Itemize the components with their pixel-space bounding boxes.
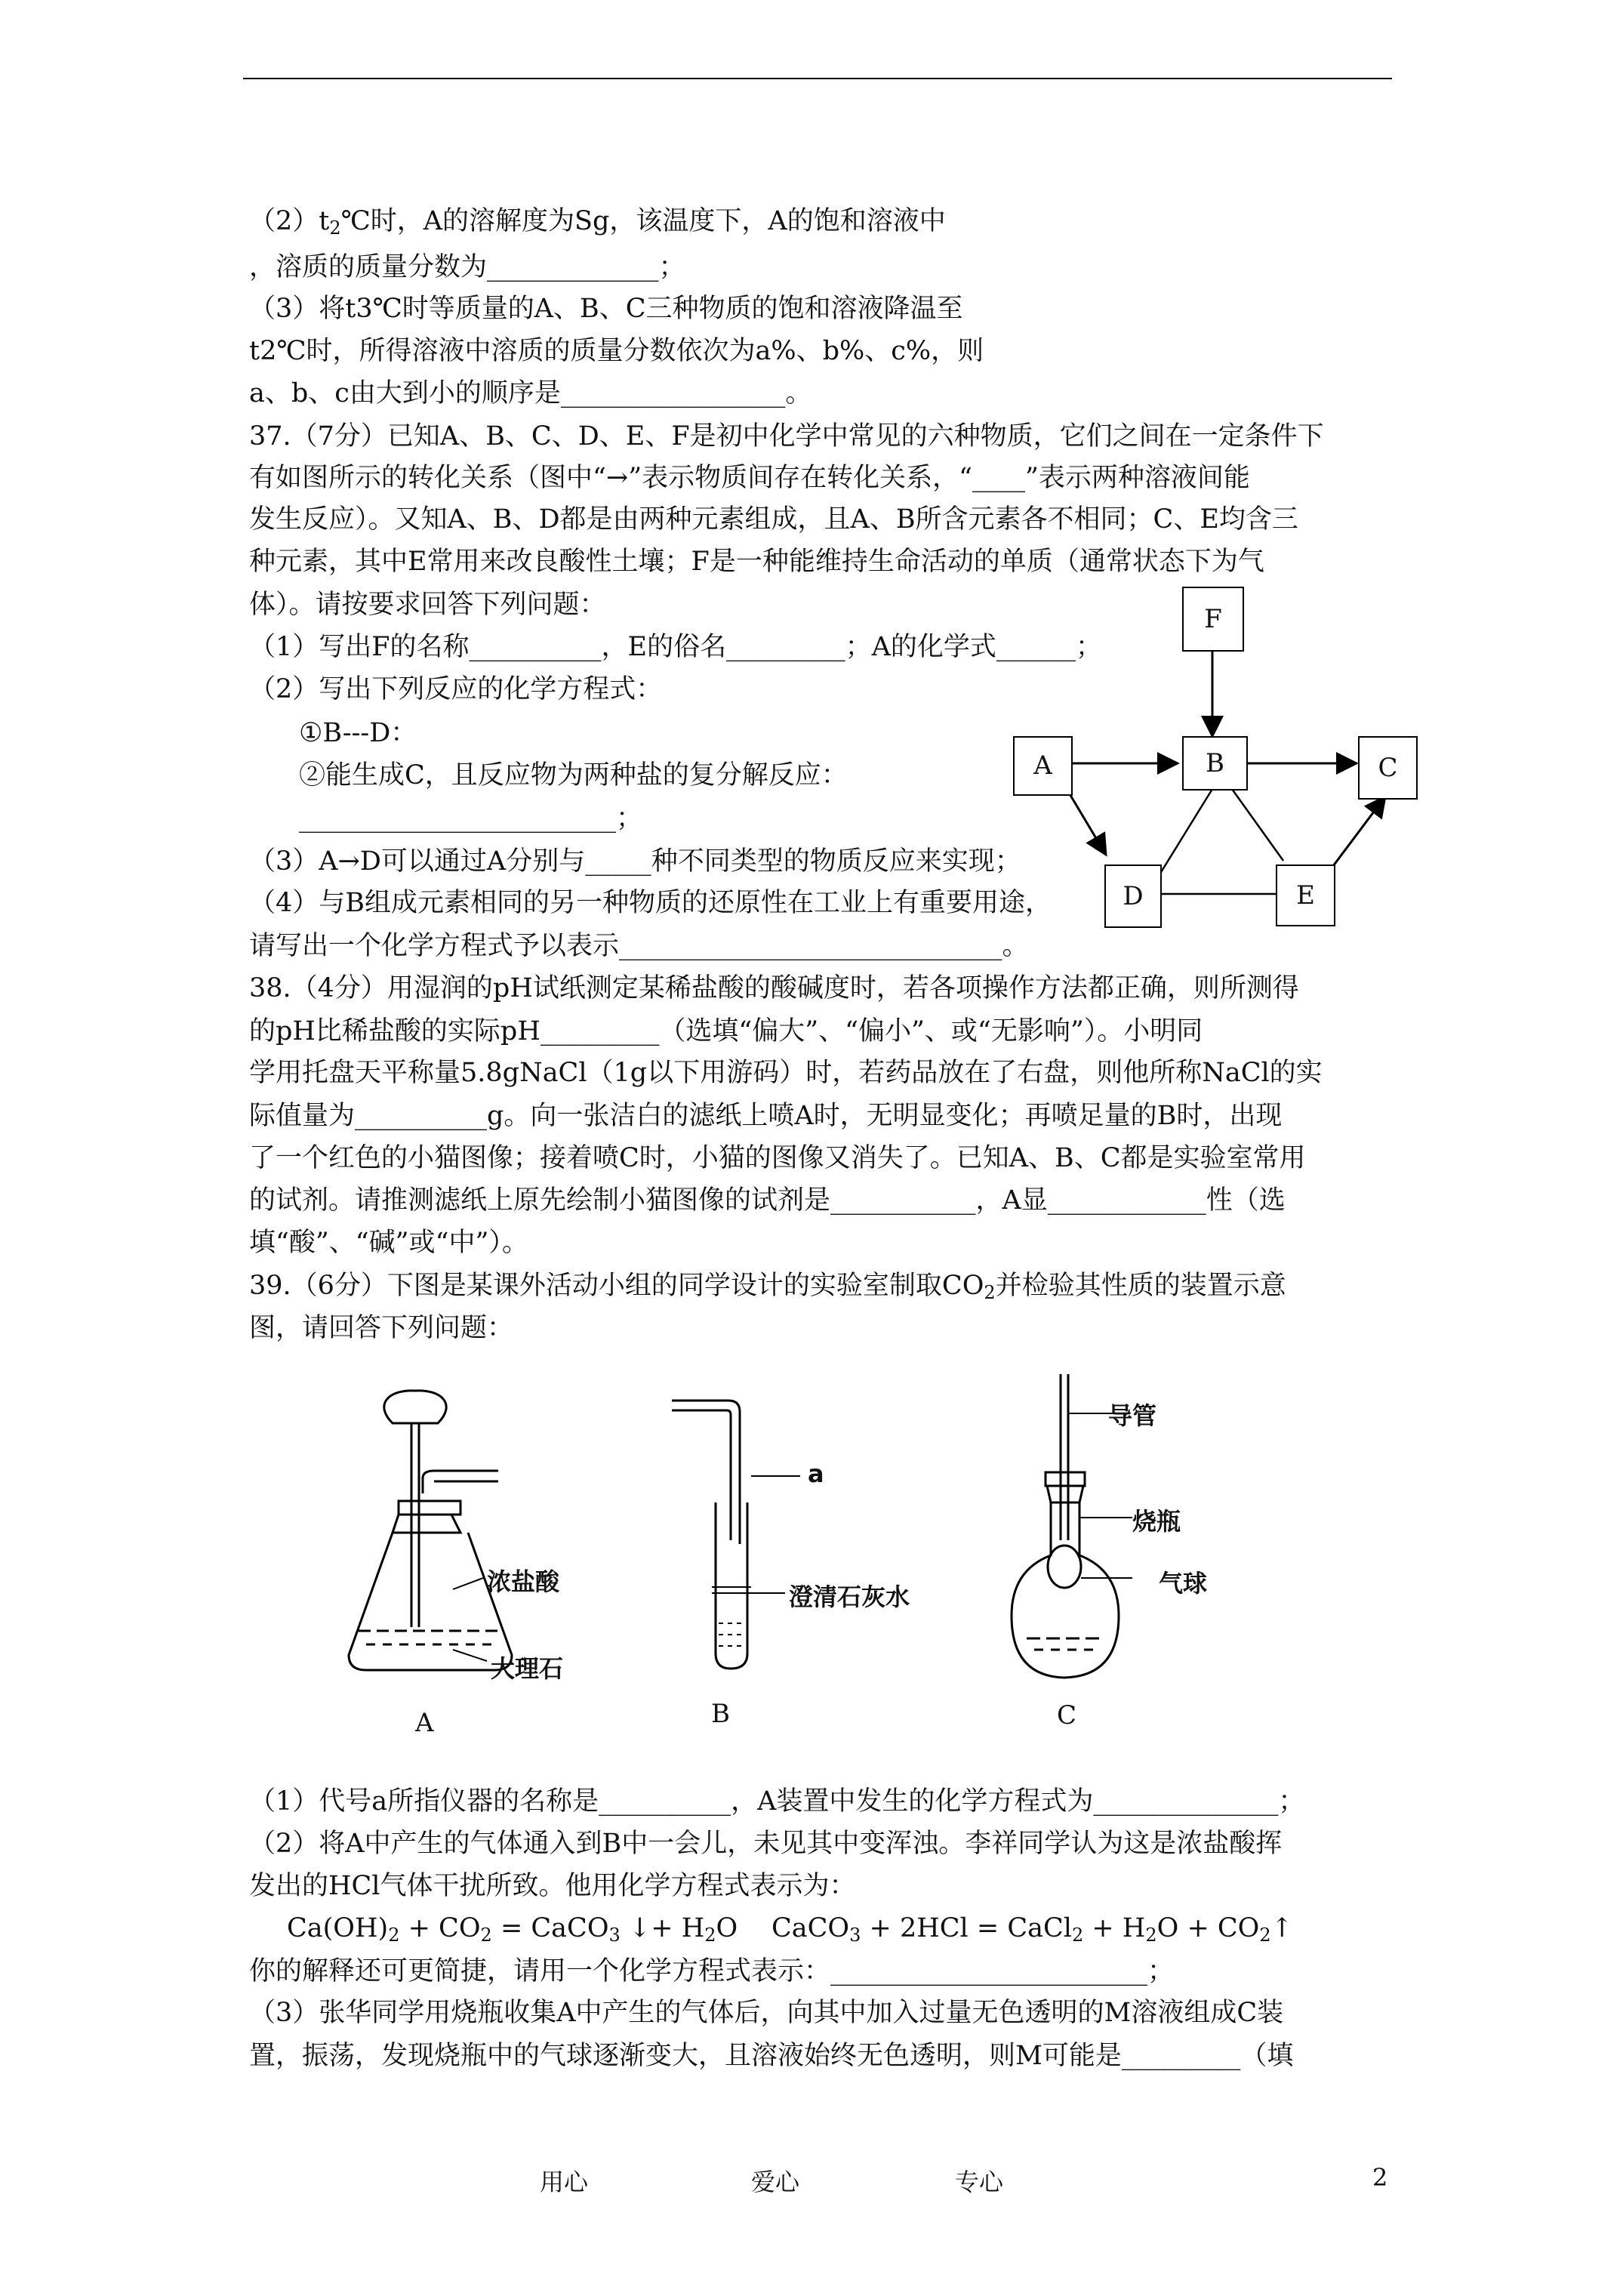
q39-sub-2-explain: 你的解释还可更简捷，请用一个化学方程式表示：________________________； [249,1956,1175,1986]
label-balloon: 气球 [1159,1569,1208,1598]
q38-line-3: 学用托盘天平称量5.8gNaCl（1g以下用游码）时，若药品放在了右盘，则他所称NaCl的实 [249,1058,1323,1088]
footer-text-1: 用心 [540,2168,589,2196]
node-C: C [1358,736,1418,800]
q39-sub-3: （3）张华同学用烧瓶收集A中产生的气体后，向其中加入过量无色透明的M溶液组成C装 [249,1998,1284,2028]
caption-C: C [1057,1700,1077,1730]
q37-sub-4: （4）与B组成元素相同的另一种物质的还原性在工业上有重要用途， [249,888,1052,918]
footer-text-3: 专心 [955,2168,1004,2196]
caption-B: B [711,1699,730,1729]
q37-sub-2-blank: ________________________； [299,803,643,834]
q37-line-4: 种元素，其中E常用来改良酸性土壤；F是一种能维持生命活动的单质（通常状态下为气 [249,547,1264,577]
footer-text-2: 爱心 [751,2168,800,2196]
q37-line-3: 发生反应）。又知A、B、D都是由两种元素组成，且A、B所含元素各不相同；C、E均含三 [249,504,1298,535]
q36-line-2: $(2)t_2℃$时，A的溶解度为Sg，该温度下，A的饱和溶液中 [249,206,946,239]
q39-sub-2: （2）将A中产生的气体通入到B中一会儿，未见其中变浑浊。李祥同学认为这是浓盐酸挥 [249,1829,1283,1859]
q37-sub-2-a: ①B---D： [299,718,417,748]
q37-sub-2: （2）写出下列反应的化学方程式： [249,674,663,704]
q39-line-2: 图，请回答下列问题： [249,1313,514,1343]
node-F: F [1182,587,1244,652]
q37-sub-2-b: ②能生成C，且反应物为两种盐的复分解反应： [299,760,848,791]
q39-sub-2-cont: 发出的HCl气体干扰所致。他用化学方程式表示为： [249,1871,856,1901]
label-limewater: 澄清石灰水 [789,1583,910,1611]
q39-line-1: 39.（6分）下图是某课外活动小组的同学设计的实验室制取$CO_2$并检验其性质的装置示意 [249,1271,1286,1303]
label-flask: 烧瓶 [1132,1507,1181,1536]
label-tube: 导管 [1108,1401,1157,1430]
node-E: E [1276,864,1335,926]
node-B: B [1182,736,1248,791]
equation-1: $Ca(OH)_2 + CO_2$ = CaCO$_3$ ↓+ $H_2O$ [287,1913,738,1946]
equation-2: CaCO$_3$ + 2HCl = CaCl$_2$ + $H_2O$ + $CO_2↑$ [771,1913,1293,1946]
q36-line-5: t2℃时，所得溶液中溶质的质量分数依次为a%、b%、c%，则 [249,336,984,366]
caption-A: A [415,1708,434,1738]
q38-line-2: 的pH比稀盐酸的实际pH_________（选填“偏大”、“偏小”、或“无影响”）。小明同 [249,1016,1203,1046]
node-A: A [1013,736,1073,796]
q36-line-4: （3）将t3℃时等质量的A、B、C三种物质的饱和溶液降温至 [249,294,963,324]
q38-line-6: 的试剂。请推测滤纸上原先绘制小猫图像的试剂是___________，A显____________性（选 [249,1185,1286,1216]
q38-line-5: 了一个红色的小猫图像；接着喷C时，小猫的图像又消失了。已知A、B、C都是实验室常用 [249,1143,1306,1173]
q37-sub-1: （1）写出F的名称__________，E的俗名_________；A的化学式______； [249,632,1102,662]
label-hcl: 浓盐酸 [487,1567,560,1596]
label-a: a [808,1459,824,1488]
q37-sub-4-cont: 请写出一个化学方程式予以表示_____________________________。 [249,931,1029,961]
q38-line-4: 际值量为__________g。向一张洁白的滤纸上喷A时，无明显变化；再喷足量的B时，出现 [249,1101,1283,1131]
node-D: D [1104,864,1162,928]
q36-line-6: a、b、c由大到小的顺序是_________________。 [249,378,812,408]
q37-line-5: 体）。请按要求回答下列问题： [249,590,606,620]
q38-line-7: 填“酸”、“碱”或“中”）。 [249,1228,528,1258]
q39-sub-3-cont: 置，振荡，发现烧瓶中的气球逐渐变大，且溶液始终无色透明，则M可能是_________（填 [249,2041,1294,2071]
q37-line-1: 37.（7分）已知A、B、C、D、E、F是初中化学中常见的六种物质，它们之间在一定条件下 [249,421,1324,451]
q37-line-2: 有如图所示的转化关系（图中“→”表示物质间存在转化关系，“____”表示两种溶液间能 [249,463,1250,493]
q39-sub-1: （1）代号a所指仪器的名称是__________，A装置中发生的化学方程式为______________； [249,1786,1305,1817]
q37-sub-3: （3）A→D可以通过A分别与_____种不同类型的物质反应来实现； [249,846,1021,877]
q38-line-1: 38.（4分）用湿润的pH试纸测定某稀盐酸的酸碱度时，若各项操作方法都正确，则所测得 [249,973,1299,1003]
page-number: 2 [1372,2163,1388,2192]
q36-line-3: ，溶质的质量分数为_____________； [249,252,685,282]
label-marble: 大理石 [491,1654,564,1683]
